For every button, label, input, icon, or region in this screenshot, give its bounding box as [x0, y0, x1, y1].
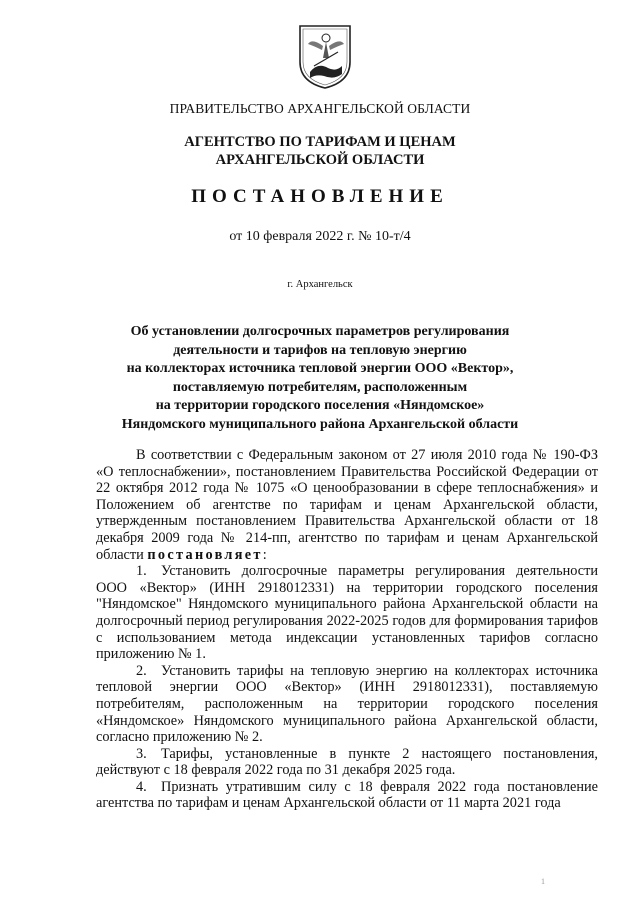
agency-name-line-1: АГЕНТСТВО ПО ТАРИФАМ И ЦЕНАМ	[184, 134, 456, 150]
coat-of-arms-icon	[296, 22, 354, 90]
document-type: ПОСТАНОВЛЕНИЕ	[191, 186, 449, 207]
preamble-text: В соответствии с Федеральным законом от 27 июля 2010 года № 190-ФЗ «О теплоснабжении», постановлением Правительства Российской Федерации от 22 октября 2012 года № 1075 «О ценообразовании в сфере теплоснабжения» и Положением об агентстве по тарифам и ценам Архангельской области, утвержденным постановлением Правительства Архангельской области от 18 декабря 2009 года № 214-пп, агентство по тарифам и ценам Архангельской области	[96, 447, 598, 563]
item-paragraph: 2. Установить тарифы на тепловую энергию на коллекторах источника тепловой энергии ООО «Вектор» (ИНН 2918012331), поставляемую потребителям, расположенным на территории городского поселения «Няндомское» Няндомского муниципального района Архангельской области, согласно приложению № 2.	[96, 662, 598, 746]
resolves-colon: :	[262, 546, 267, 563]
item-paragraph: 1. Установить долгосрочные параметры регулирования деятельности ООО «Вектор» (ИНН 2918012331) на территории городского поселения "Няндомское" Няндомского муниципального района Архангельской области на долгосрочный период регулирования 2022-2025 годов для формирования тарифов с использованием метода индексации установленных тарифов согласно приложению № 1.	[96, 563, 598, 663]
title-line: на коллекторах источника тепловой энергии ООО «Вектор»,	[126, 361, 514, 377]
agency-name-line-2: АРХАНГЕЛЬСКОЙ ОБЛАСТИ	[215, 152, 425, 168]
item-paragraph: 3. Тарифы, установленные в пункте 2 настоящего постановления, действуют с 18 февраля 2022 года по 31 декабря 2025 года.	[96, 745, 598, 779]
title-line: Няндомского муниципального района Архангельской области	[121, 416, 519, 432]
title-line: деятельности и тарифов на тепловую энергию	[173, 342, 467, 358]
government-name: ПРАВИТЕЛЬСТВО АРХАНГЕЛЬСКОЙ ОБЛАСТИ	[169, 101, 471, 116]
title-line: Об установлении долгосрочных параметров регулирования	[130, 324, 510, 339]
page-mark: 1	[541, 877, 545, 886]
item-paragraph: 4. Признать утратившим силу с 18 февраля 2022 года постановление агентства по тарифам и ценам Архангельской области от 11 марта 2021 года	[96, 778, 598, 812]
resolves-word: постановляет	[147, 546, 263, 563]
title-line: на территории городского поселения «Няндомское»	[155, 398, 485, 414]
agency-name	[0, 133, 640, 169]
document-city: г. Архангельск	[287, 279, 353, 290]
document-body	[96, 447, 598, 812]
document-title	[0, 323, 640, 435]
preamble-paragraph	[96, 447, 598, 563]
document-date-number: от 10 февраля 2022 г. № 10-т/4	[229, 229, 411, 244]
title-line: поставляемую потребителям, расположенным	[172, 379, 468, 395]
